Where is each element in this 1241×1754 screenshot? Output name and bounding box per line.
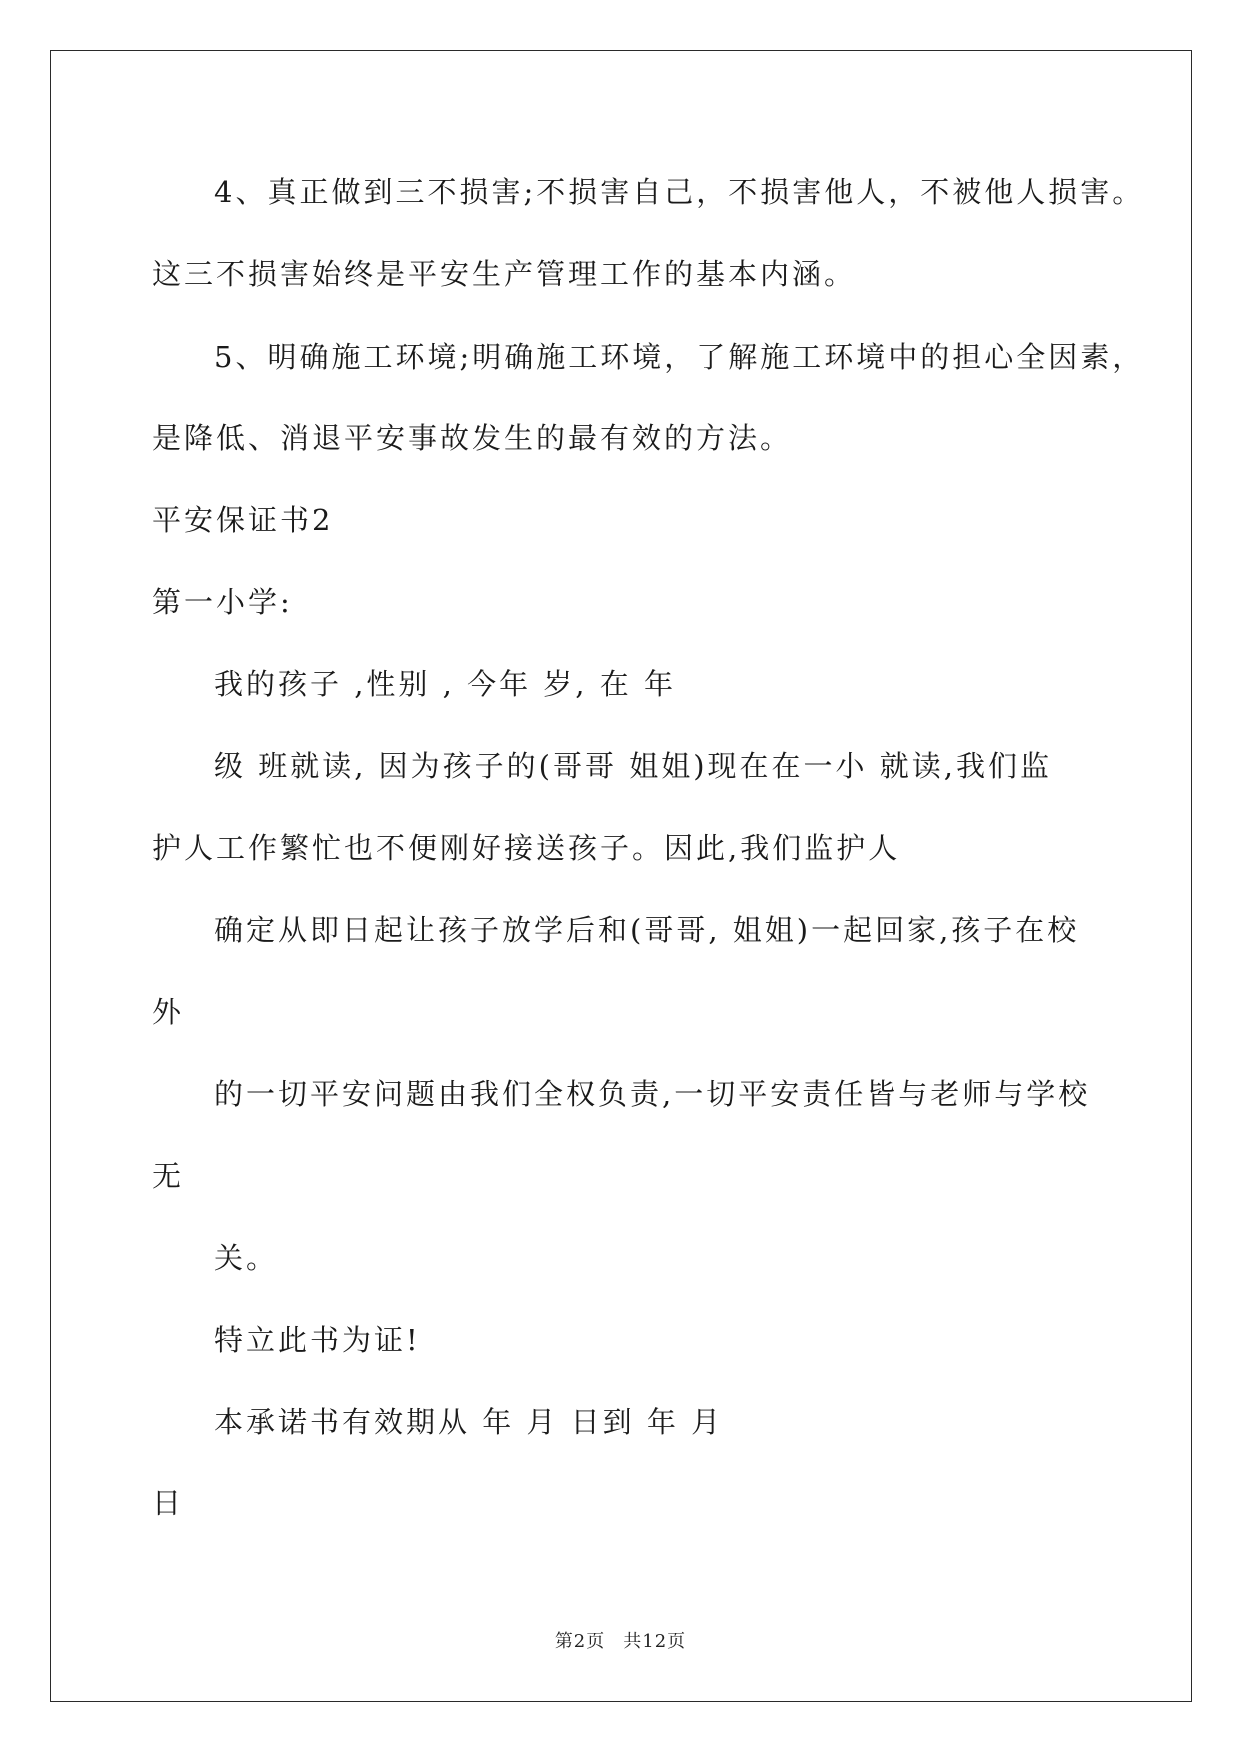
validity-period-day: 日 [152,1486,185,1520]
paragraph-line-7: 我的孩子 ,性别 , 今年 岁, 在 年 [214,667,676,701]
validity-period-line: 本承诺书有效期从 年 月 日到 年 月 [214,1405,724,1439]
paragraph-line-8: 级 班就读, 因为孩子的(哥哥 姐姐)现在在一小 就读,我们监 [214,749,1052,783]
paragraph-line-2: 这三不损害始终是平安生产管理工作的基本内涵。 [152,257,857,291]
salutation: 第一小学: [152,585,293,619]
paragraph-line-4: 是降低、消退平安事故发生的最有效的方法。 [152,421,793,455]
page-border [50,50,1192,1702]
paragraph-line-9: 护人工作繁忙也不便刚好接送孩子。因此,我们监护人 [152,831,901,865]
paragraph-line-12: 的一切平安问题由我们全权负责,一切平安责任皆与老师与学校 [214,1077,1091,1111]
paragraph-line-15: 特立此书为证! [214,1323,421,1357]
page-footer [0,1627,1241,1653]
section-heading: 平安保证书2 [152,503,334,537]
paragraph-line-11: 外 [152,995,185,1029]
paragraph-line-1: 4、真正做到三不损害;不损害自己，不损害他人，不被他人损害。 [214,175,1145,209]
paragraph-line-3: 5、明确施工环境;明确施工环境，了解施工环境中的担心全因素， [214,340,1145,374]
paragraph-line-13: 无 [152,1159,185,1193]
paragraph-line-10: 确定从即日起让孩子放学后和(哥哥, 姐姐)一起回家,孩子在校 [214,913,1080,947]
page-number: 第2页 [554,1631,606,1652]
paragraph-line-14: 关。 [214,1241,279,1275]
page-total: 共12页 [623,1631,687,1652]
